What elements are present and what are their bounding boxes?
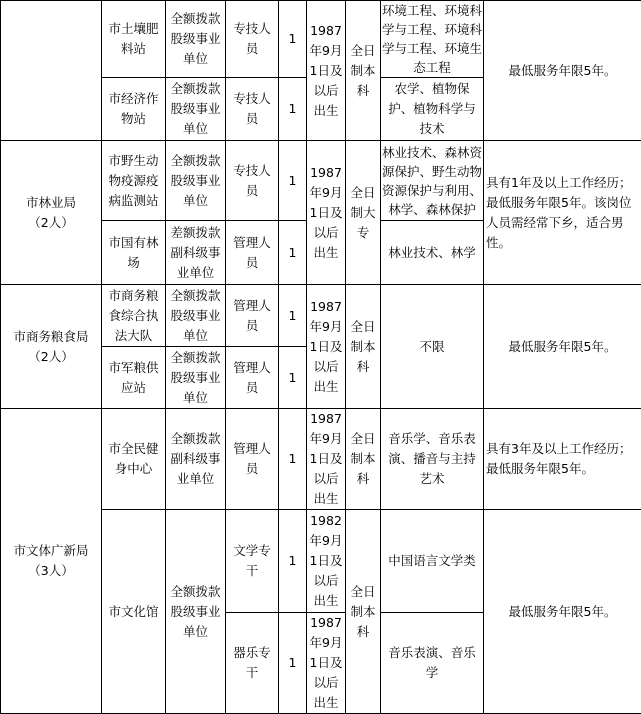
position-cell: 管理人员 — [226, 221, 279, 285]
nature-cell: 全额拨款股级事业单位 — [166, 1, 226, 78]
major-cell: 音乐学、音乐表演、播音与主持艺术 — [381, 409, 484, 510]
position-cell: 文学专干 — [226, 510, 279, 613]
position-cell: 管理人员 — [226, 347, 279, 409]
count-cell: 1 — [279, 221, 307, 285]
count-cell: 1 — [279, 285, 307, 347]
dept-cell — [1, 1, 102, 141]
dept-cell: 市文体广新局 （3人） — [1, 409, 102, 714]
nature-cell: 全额拨款股级事业单位 — [166, 285, 226, 347]
other-cell: 具有3年及以上工作经历；最低服务年限5年。 — [484, 409, 641, 510]
major-cell: 不限 — [381, 285, 484, 409]
edu-cell: 全日制本科 — [346, 1, 381, 141]
age-cell: 1987年9月1日及以后出生 — [307, 141, 346, 285]
age-cell: 1987年9月1日及以后出生 — [307, 613, 346, 714]
position-cell: 管理人员 — [226, 285, 279, 347]
major-cell: 中国语言文学类 — [381, 510, 484, 613]
unit-cell: 市经济作物站 — [102, 78, 166, 141]
position-cell: 器乐专干 — [226, 613, 279, 714]
major-cell: 音乐表演、音乐学 — [381, 613, 484, 714]
dept-cell: 市商务粮食局 （2人） — [1, 285, 102, 409]
age-cell: 1982年9月1日及以后出生 — [307, 510, 346, 613]
unit-cell: 市土壤肥料站 — [102, 1, 166, 78]
dept-cell: 市林业局 （2人） — [1, 141, 102, 285]
nature-cell: 全额拨款副科级事业单位 — [166, 409, 226, 510]
count-cell: 1 — [279, 510, 307, 613]
age-cell: 1987年9月1日及以后出生 — [307, 1, 346, 141]
table-row — [1, 1, 641, 78]
edu-cell: 全日制本科 — [346, 409, 381, 510]
nature-cell: 全额拨款股级事业单位 — [166, 347, 226, 409]
count-cell: 1 — [279, 141, 307, 221]
table-row — [1, 285, 641, 347]
nature-cell: 全额拨款股级事业单位 — [166, 78, 226, 141]
count-cell: 1 — [279, 1, 307, 78]
position-cell: 专技人员 — [226, 78, 279, 141]
unit-cell: 市文化馆 — [102, 510, 166, 714]
position-cell: 专技人员 — [226, 1, 279, 78]
unit-cell: 市军粮供应站 — [102, 347, 166, 409]
age-cell: 1987年9月1日及以后出生 — [307, 409, 346, 510]
count-cell: 1 — [279, 78, 307, 141]
major-cell: 林业技术、林学 — [381, 221, 484, 285]
edu-cell: 全日制本科 — [346, 285, 381, 409]
count-cell: 1 — [279, 613, 307, 714]
major-cell: 农学、植物保护、植物科学与技术 — [381, 78, 484, 141]
position-cell: 专技人员 — [226, 141, 279, 221]
unit-cell: 市商务粮食综合执法大队 — [102, 285, 166, 347]
unit-cell: 市全民健身中心 — [102, 409, 166, 510]
other-cell: 最低服务年限5年。 — [484, 285, 641, 409]
age-cell: 1987年9月1日及以后出生 — [307, 285, 346, 409]
major-cell: 环境工程、环境科学与工程、环境科学与工程、环境生态工程 — [381, 1, 484, 78]
other-cell: 最低服务年限5年。 — [484, 1, 641, 141]
table-row — [1, 141, 641, 221]
count-cell: 1 — [279, 347, 307, 409]
edu-cell: 全日制本科 — [346, 510, 381, 714]
count-cell: 1 — [279, 409, 307, 510]
table-row — [1, 409, 641, 510]
position-cell: 管理人员 — [226, 409, 279, 510]
nature-cell: 差额拨款副科级事业单位 — [166, 221, 226, 285]
other-cell: 最低服务年限5年。 — [484, 510, 641, 714]
nature-cell: 全额拨款股级事业单位 — [166, 510, 226, 714]
nature-cell: 全额拨款股级事业单位 — [166, 141, 226, 221]
major-cell: 林业技术、森林资源保护、野生动物资源保护与利用、林学、森林保护 — [381, 141, 484, 221]
unit-cell: 市国有林场 — [102, 221, 166, 285]
edu-cell: 全日制大专 — [346, 141, 381, 285]
unit-cell: 市野生动物疫源疫病监测站 — [102, 141, 166, 221]
other-cell: 具有1年及以上工作经历；最低服务年限5年。该岗位人员需经常下乡，适合男性。 — [484, 141, 641, 285]
